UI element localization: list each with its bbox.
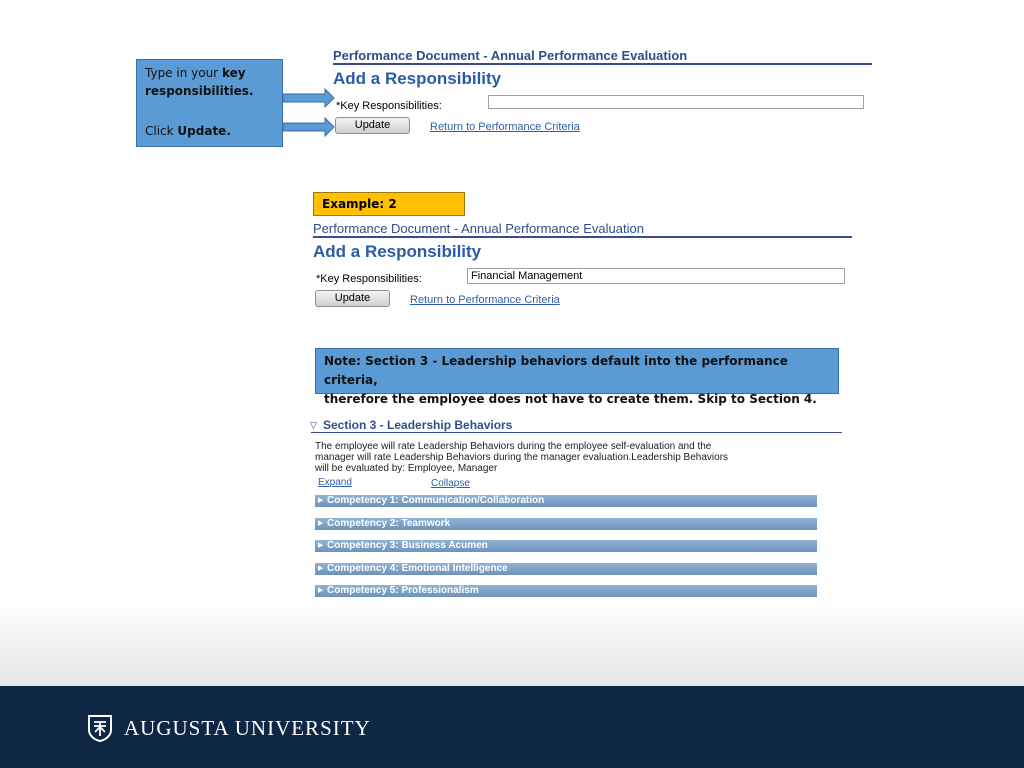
competency-row[interactable] bbox=[315, 540, 817, 552]
header-rule bbox=[313, 236, 852, 238]
section-description bbox=[315, 441, 775, 474]
competency-label: Competency 3: Business Acumen bbox=[327, 540, 488, 551]
desc-line: manager will rate Leadership Behaviors during the manager evaluation.Leadership Behaviors bbox=[315, 452, 729, 463]
expand-arrow-icon: ▶ bbox=[318, 542, 324, 549]
update-button[interactable]: Update bbox=[315, 290, 390, 307]
expand-link[interactable]: Expand bbox=[318, 477, 352, 488]
arrow-to-update-icon bbox=[283, 117, 335, 137]
instruction-callout bbox=[136, 59, 283, 147]
example-label: Example: 2 bbox=[313, 192, 465, 216]
page-header: Performance Document - Annual Performance Evaluation bbox=[333, 48, 688, 63]
callout-line-2: responsibilities. bbox=[145, 84, 254, 98]
background-fade bbox=[0, 600, 1024, 686]
competency-row[interactable] bbox=[315, 518, 817, 530]
university-name: AUGUSTA UNIVERSITY bbox=[124, 716, 371, 740]
desc-line: The employee will rate Leadership Behaviors during the employee self-evaluation and the bbox=[315, 441, 712, 452]
section-toggle-icon[interactable]: ▽ bbox=[310, 420, 317, 430]
desc-line: will be evaluated by: Employee, Manager bbox=[315, 463, 498, 474]
competency-label: Competency 4: Emotional Intelligence bbox=[327, 563, 508, 574]
section-3-title[interactable]: Section 3 - Leadership Behaviors bbox=[323, 418, 513, 432]
competency-label: Competency 2: Teamwork bbox=[327, 518, 451, 529]
key-responsibilities-label: *Key Responsibilities: bbox=[336, 100, 442, 112]
expand-arrow-icon: ▶ bbox=[318, 520, 324, 527]
note-line-1: Note: Section 3 - Leadership behaviors default into the performance criteria, bbox=[324, 354, 788, 387]
key-responsibilities-input[interactable] bbox=[488, 95, 864, 109]
callout-line-3: Click Update. bbox=[145, 124, 231, 138]
callout-line-1: Type in your key bbox=[145, 66, 246, 80]
competency-row[interactable] bbox=[315, 563, 817, 575]
return-to-criteria-link[interactable]: Return to Performance Criteria bbox=[430, 121, 580, 133]
competency-row[interactable] bbox=[315, 585, 817, 597]
competency-row[interactable] bbox=[315, 495, 817, 507]
collapse-link[interactable]: Collapse bbox=[431, 478, 470, 489]
key-responsibilities-input[interactable] bbox=[467, 268, 845, 284]
expand-arrow-icon: ▶ bbox=[318, 565, 324, 572]
section-rule bbox=[311, 432, 842, 433]
page-title: Add a Responsibility bbox=[313, 242, 482, 261]
university-shield-icon bbox=[86, 714, 114, 742]
note-callout bbox=[315, 348, 839, 406]
competency-label: Competency 5: Professionalism bbox=[327, 585, 479, 596]
arrow-to-field-icon bbox=[283, 88, 335, 108]
page-title: Add a Responsibility bbox=[333, 69, 502, 88]
key-responsibilities-label: *Key Responsibilities: bbox=[316, 273, 422, 285]
return-to-criteria-link[interactable]: Return to Performance Criteria bbox=[410, 294, 560, 306]
update-button[interactable]: Update bbox=[335, 117, 410, 134]
page-header: Performance Document - Annual Performance Evaluation bbox=[313, 221, 644, 236]
expand-arrow-icon: ▶ bbox=[318, 497, 324, 504]
competency-label: Competency 1: Communication/Collaboration bbox=[327, 495, 545, 506]
note-line-2: therefore the employee does not have to create them. Skip to Section 4. bbox=[324, 392, 817, 406]
expand-arrow-icon: ▶ bbox=[318, 587, 324, 594]
header-rule bbox=[333, 63, 872, 65]
